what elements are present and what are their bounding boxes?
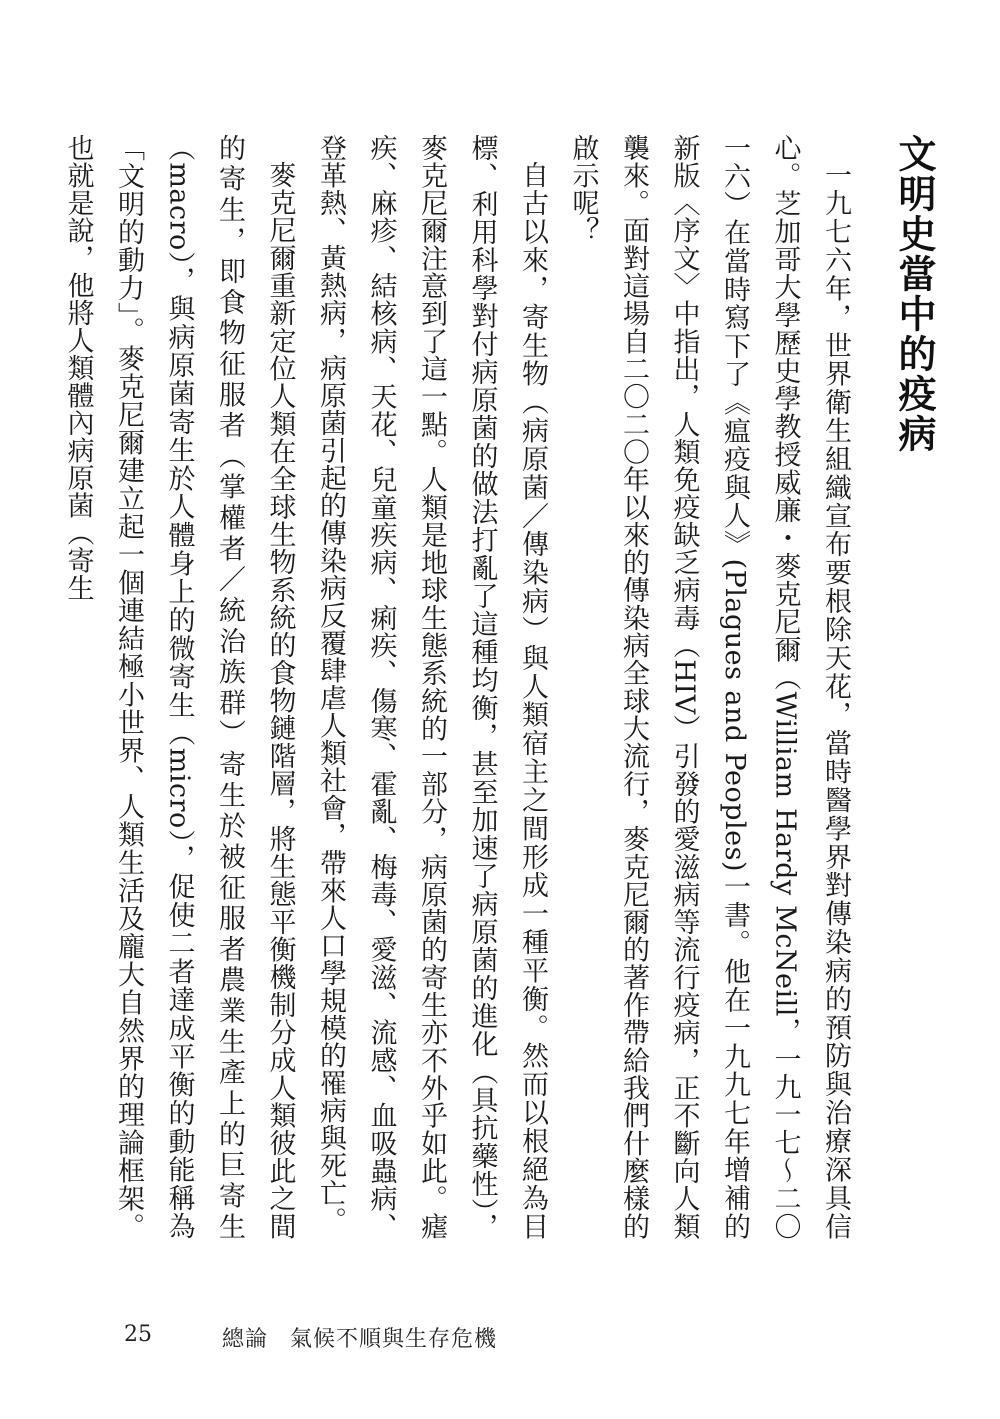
running-head bbox=[222, 1322, 497, 1353]
paragraph-2: 自古以來，寄生物（病原菌／傳染病）與人類宿主之間形成一種平衡。然而以根絕為目標、利用科學對付病原菌的做法打亂了這種均衡，甚至加速了病原菌的進化（具抗藥性），麥克尼爾注意到了這一點。人類是地球生態系統的一部分，病原菌的寄生亦不外乎如此。瘧疾、麻疹、結核病、天花、兒童疾病、痢疾、傷寒、霍亂、梅毒、愛滋、流感、血吸蟲病、登革熱、黃熱病，病原菌引起的傳染病反覆肆虐人類社會，帶來人口學規模的罹病與死亡。 bbox=[315, 134, 548, 1240]
page-number: 25 bbox=[124, 1322, 152, 1347]
paragraph-1: 一九七六年，世界衛生組織宣布要根除天花，當時醫學界對傳染病的預防與治療深具信心。芝加哥大學歷史學教授威廉・麥克尼爾（William Hardy McNeill，一九一七～二〇一六）在當時寫下了《瘟疫與人》(Plagues and Peoples)一書。他在一九九七年增補的新版〈序文〉中指出，人類免疫缺乏病毒（HIV）引發的愛滋病等流行疫病，正不斷向人類襲來。面對這場自二〇二〇年以來的傳染病全球大流行，麥克尼爾的著作帶給我們什麼樣的啟示呢？ bbox=[567, 134, 851, 1240]
chapter-title: 文明史當中的疫病 bbox=[892, 134, 936, 454]
vertical-text-body bbox=[42, 134, 942, 1240]
page-footer bbox=[0, 1322, 1000, 1358]
running-head-chapter: 氣候不順與生存危機 bbox=[290, 1327, 498, 1352]
paragraph-3: 麥克尼爾重新定位人類在全球生物系統的食物鏈階層，將生態平衡機制分成人類彼此之間的寄生，即食物征服者（掌權者／統治族群）寄生於被征服者農業生產上的巨寄生（macro），與病原菌寄生於人體身上的微寄生（micro），促使二者達成平衡的動能稱為「文明的動力」。麥克尼爾建立起一個連結極小世界、人類生活及龐大自然界的理論框架。也就是說，他將人類體內病原菌（寄生 bbox=[62, 134, 296, 1240]
running-head-section: 總論 bbox=[222, 1327, 269, 1352]
